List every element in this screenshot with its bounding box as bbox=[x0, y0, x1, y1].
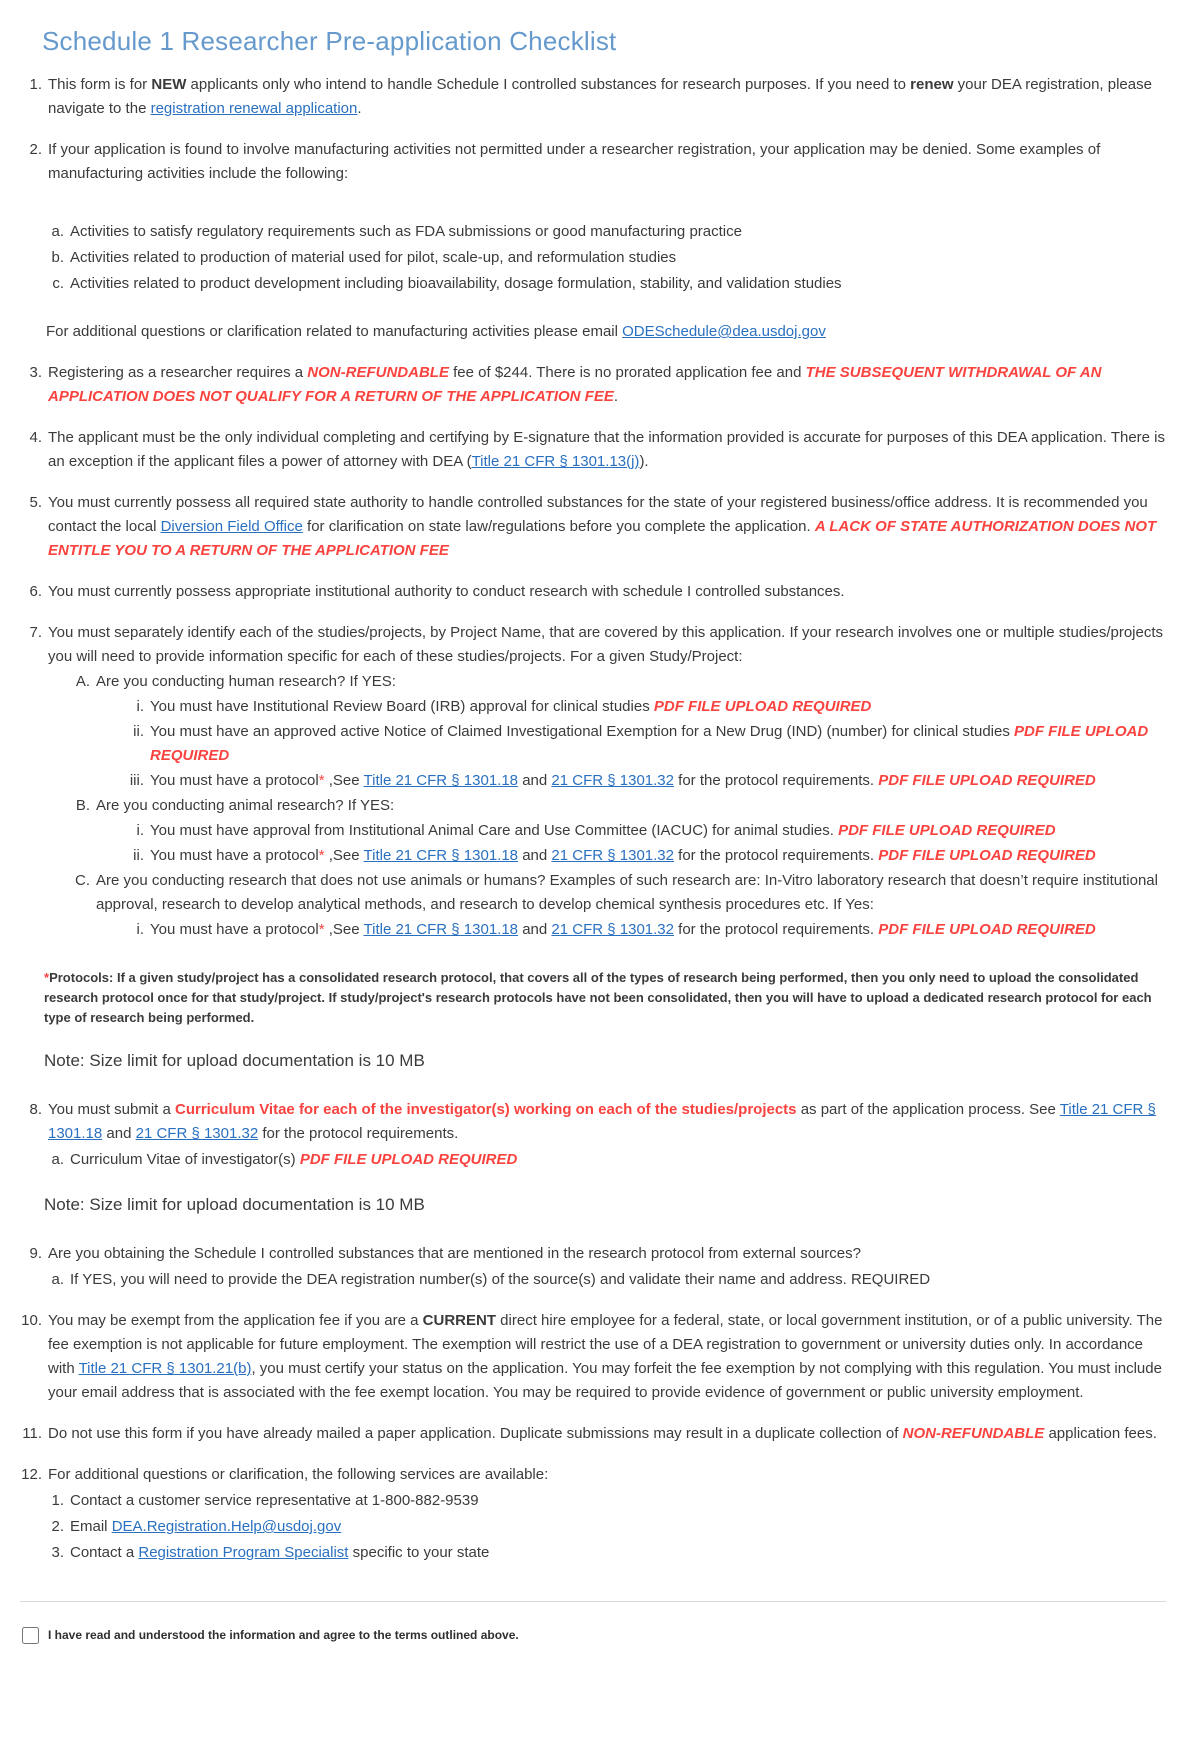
text-run: Do not use this form if you have already mailed a paper application. Duplicate submissions may result in a duplicate collection of bbox=[48, 1425, 903, 1442]
text-run: specific to your state bbox=[348, 1544, 490, 1561]
agreement-label: I have read and understood the information and agree to the terms outlined above. bbox=[48, 1628, 519, 1642]
checklist-item bbox=[20, 1098, 1166, 1146]
item-text bbox=[48, 73, 1166, 121]
cfr-1301-13j-link[interactable]: Title 21 CFR § 1301.13(j) bbox=[471, 453, 640, 470]
item-text bbox=[48, 491, 1166, 563]
text-run: Contact a customer service representative at 1-800-882-9539 bbox=[70, 1492, 479, 1509]
text-run: Protocols: If a given study/project has a consolidated research protocol, that covers all of the types of research being performed, then you only need to upload the consolidated research protocol once for that study/project. If study/project's research protocols have not been consolidated, then you will have to upload a dedicated research protocol for each type of research being performed. bbox=[44, 970, 1152, 1025]
list-marker: 7. bbox=[29, 624, 42, 641]
text-run: fee of $244. There is no prorated application fee and bbox=[448, 364, 806, 381]
text-run: . bbox=[613, 388, 619, 405]
text-run: This form is for bbox=[48, 76, 152, 93]
list-marker: 5. bbox=[29, 494, 42, 511]
text-run: Are you conducting human research? If YES: bbox=[96, 673, 396, 690]
list-marker: 10. bbox=[21, 1312, 42, 1329]
list-marker: ii. bbox=[133, 723, 144, 740]
text-run: as part of the application process. See bbox=[796, 1101, 1060, 1118]
cfr-1301-32-link[interactable]: 21 CFR § 1301.32 bbox=[551, 772, 674, 789]
text-run: For additional questions or clarification related to manufacturing activities please email bbox=[46, 323, 623, 340]
cfr-1301-32-link[interactable]: 21 CFR § 1301.32 bbox=[135, 1125, 259, 1142]
paragraph bbox=[46, 320, 1166, 344]
text-run: You must have Institutional Review Board (IRB) approval for clinical studies bbox=[150, 698, 654, 715]
text-run: applicants only who intend to handle Schedule I controlled substances for research purposes. If you need to bbox=[186, 76, 911, 93]
text-run: . bbox=[357, 100, 362, 117]
text-run: Curriculum Vitae for each of the investigator(s) working on each of the studies/projects bbox=[175, 1101, 797, 1118]
item-text bbox=[150, 844, 1166, 868]
text-run: Are you conducting research that does not use animals or humans? Examples of such research are: In-Vitro laboratory research that doesn’t require institutional approval, research to develop analytical methods, and research to develop chemical synthesis procedures etc. If Yes: bbox=[96, 872, 1158, 913]
text-run: NON-REFUNDABLE bbox=[307, 364, 449, 381]
item-text bbox=[48, 1098, 1166, 1146]
agreement-row bbox=[22, 1626, 1166, 1644]
checklist-item bbox=[20, 73, 1166, 121]
list-marker: A. bbox=[75, 673, 90, 690]
list-marker: 6. bbox=[29, 583, 42, 600]
text-run: PDF FILE UPLOAD REQUIRED bbox=[150, 723, 1149, 764]
item-text bbox=[48, 621, 1166, 669]
list-marker: C. bbox=[75, 872, 90, 889]
text-run: Are you conducting animal research? If YES: bbox=[96, 797, 395, 814]
list-marker: 2. bbox=[51, 1518, 64, 1535]
checklist-subitem bbox=[20, 1541, 1166, 1565]
text-run: If your application is found to involve manufacturing activities not permitted under a researcher registration, your application may be denied. Some examples of manufacturing activities include the following: bbox=[48, 141, 1101, 182]
checklist-subitem bbox=[20, 794, 1166, 818]
text-run: * bbox=[318, 921, 325, 938]
cfr-1301-18-link[interactable]: Title 21 CFR § 1301.18 bbox=[363, 921, 519, 938]
text-run: * bbox=[44, 970, 50, 985]
diversion-field-office-link[interactable]: Diversion Field Office bbox=[160, 518, 303, 535]
text-run: PDF FILE UPLOAD REQUIRED bbox=[299, 1151, 518, 1168]
text-run: PDF FILE UPLOAD REQUIRED bbox=[878, 772, 1096, 789]
list-marker: 9. bbox=[29, 1245, 42, 1262]
text-run: The applicant must be the only individual completing and certifying by E-signature that the information provided is accurate for purposes of this DEA application. There is an exception if the applicant files a power of attorney with DEA ( bbox=[48, 429, 1166, 470]
item-text bbox=[48, 138, 1166, 186]
item-text bbox=[150, 918, 1166, 942]
text-run: Contact a bbox=[70, 1544, 139, 1561]
text-run: * bbox=[318, 847, 325, 864]
registration-program-specialist-link[interactable]: Registration Program Specialist bbox=[138, 1544, 349, 1561]
text-run: ,See bbox=[324, 772, 364, 789]
text-run: Note: Size limit for upload documentation is 10 MB bbox=[44, 1051, 425, 1070]
text-run: Curriculum Vitae of investigator(s) bbox=[70, 1151, 300, 1168]
dea-registration-help-email-link[interactable]: DEA.Registration.Help@usdoj.gov bbox=[111, 1518, 342, 1535]
checklist-subitem bbox=[20, 695, 1166, 719]
footnote bbox=[44, 968, 1166, 1028]
item-text bbox=[48, 580, 1166, 604]
text-run: You must currently possess all required state authority to handle controlled substances for the state of your registered business/office address. It is recommended you contact the local bbox=[48, 494, 1148, 535]
text-run: for the protocol requirements. bbox=[673, 921, 879, 938]
item-text bbox=[70, 1148, 1166, 1172]
checklist-item bbox=[20, 426, 1166, 474]
text-run: ,See bbox=[324, 847, 364, 864]
text-run: Activities related to product development including bioavailability, dosage formulation, stability, and validation studies bbox=[70, 275, 842, 292]
text-run: , you must certify your status on the application. You may forfeit the fee exemption by not complying with this regulation. You must include your email address that is associated with the fee exempt location. You may be required to provide evidence of government or public university employment. bbox=[48, 1360, 1162, 1401]
list-marker: 2. bbox=[29, 141, 42, 158]
checklist-subitem bbox=[20, 720, 1166, 768]
item-text bbox=[70, 272, 1166, 296]
text-run: NON-REFUNDABLE bbox=[902, 1425, 1045, 1442]
checklist-item bbox=[20, 1309, 1166, 1405]
list-marker: iii. bbox=[129, 772, 144, 789]
text-run: Activities related to production of material used for pilot, scale-up, and reformulation studies bbox=[70, 249, 677, 266]
checklist-item bbox=[20, 361, 1166, 409]
text-run: For additional questions or clarification, the following services are available: bbox=[48, 1466, 549, 1483]
item-text bbox=[70, 1541, 1166, 1565]
text-run: You must separately identify each of the studies/projects, by Project Name, that are covered by this application. If your research involves one or multiple studies/projects you will need to provide information specific for each of these studies/projects. For a given Study/Project: bbox=[48, 624, 1164, 665]
item-text bbox=[70, 220, 1166, 244]
cfr-1301-18-link[interactable]: Title 21 CFR § 1301.18 bbox=[48, 1101, 1156, 1142]
item-text bbox=[70, 1489, 1166, 1513]
item-text bbox=[48, 1422, 1166, 1446]
checklist-subitem bbox=[20, 1148, 1166, 1172]
list-marker: B. bbox=[75, 797, 90, 814]
list-marker: a. bbox=[51, 1151, 64, 1168]
text-run: for clarification on state law/regulations before you complete the application. bbox=[302, 518, 815, 535]
text-run: NEW bbox=[151, 76, 187, 93]
checklist-item bbox=[20, 491, 1166, 563]
item-text bbox=[48, 426, 1166, 474]
list-marker: i. bbox=[136, 822, 144, 839]
checklist-subitem bbox=[20, 1515, 1166, 1539]
list-marker: b. bbox=[51, 249, 64, 266]
list-marker: 11. bbox=[22, 1425, 42, 1442]
checklist-item bbox=[20, 1422, 1166, 1446]
text-run: If YES, you will need to provide the DEA registration number(s) of the source(s) and validate their name and address. REQUIRED bbox=[70, 1271, 931, 1288]
text-run: and bbox=[102, 1125, 136, 1142]
section-divider bbox=[20, 1601, 1166, 1602]
text-run: your DEA registration, please navigate to the bbox=[48, 76, 1152, 117]
item-text bbox=[70, 1515, 1166, 1539]
text-run: Email bbox=[70, 1518, 112, 1535]
text-run: application fees. bbox=[1044, 1425, 1157, 1442]
text-run: You must currently possess appropriate institutional authority to conduct research with schedule I controlled substances. bbox=[48, 583, 845, 600]
text-run: You must have a protocol bbox=[150, 772, 319, 789]
list-marker: 1. bbox=[29, 76, 42, 93]
list-marker: 12. bbox=[21, 1466, 42, 1483]
checklist-subitem bbox=[20, 1489, 1166, 1513]
text-run: for the protocol requirements. bbox=[673, 847, 879, 864]
item-text bbox=[44, 1048, 1166, 1074]
checklist-subitem bbox=[20, 869, 1166, 917]
agreement-checkbox[interactable] bbox=[22, 1627, 39, 1644]
cfr-1301-18-link[interactable]: Title 21 CFR § 1301.18 bbox=[363, 772, 519, 789]
registration-renewal-link[interactable]: registration renewal application bbox=[150, 100, 358, 117]
text-run: A LACK OF STATE AUTHORIZATION DOES NOT ENTITLE YOU TO A RETURN OF THE APPLICATION FEE bbox=[48, 518, 1157, 559]
checklist-subitem bbox=[20, 819, 1166, 843]
item-text bbox=[150, 769, 1166, 793]
list-marker: i. bbox=[136, 921, 144, 938]
checklist-subitem bbox=[20, 272, 1166, 296]
item-text bbox=[48, 1463, 1166, 1487]
checklist-subitem bbox=[20, 220, 1166, 244]
item-text bbox=[44, 1192, 1166, 1218]
list-marker: i. bbox=[136, 698, 144, 715]
text-run: PDF FILE UPLOAD REQUIRED bbox=[653, 698, 872, 715]
text-run: direct hire employee for a federal, state, or local government institution, or of a public university. The fee exemption is not applicable for future employment. The exemption will restrict the use of a DEA registration to government or university duties only. In accordance with bbox=[48, 1312, 1163, 1377]
item-text bbox=[48, 1242, 1166, 1266]
item-text bbox=[96, 670, 1166, 694]
text-run: You must have a protocol bbox=[150, 847, 319, 864]
text-run: Activities to satisfy regulatory requirements such as FDA submissions or good manufacturing practice bbox=[70, 223, 742, 240]
list-marker: c. bbox=[52, 275, 64, 292]
text-run: and bbox=[518, 772, 552, 789]
item-text bbox=[46, 320, 1166, 344]
note bbox=[44, 1048, 1166, 1074]
list-marker: a. bbox=[51, 1271, 64, 1288]
item-text bbox=[70, 246, 1166, 270]
cfr-1301-32-link[interactable]: 21 CFR § 1301.32 bbox=[551, 921, 674, 938]
text-run: renew bbox=[910, 76, 954, 93]
text-run: You must submit a bbox=[48, 1101, 176, 1118]
item-text bbox=[96, 869, 1166, 917]
text-run: * bbox=[318, 772, 325, 789]
text-run: PDF FILE UPLOAD REQUIRED bbox=[878, 921, 1096, 938]
cfr-1301-18-link[interactable]: Title 21 CFR § 1301.18 bbox=[363, 847, 519, 864]
note bbox=[44, 1192, 1166, 1218]
text-run: You must have a protocol bbox=[150, 921, 319, 938]
checklist-subitem bbox=[20, 246, 1166, 270]
item-text bbox=[48, 1309, 1166, 1405]
text-run: You may be exempt from the application fee if you are a bbox=[48, 1312, 423, 1329]
list-marker: 3. bbox=[51, 1544, 64, 1561]
list-marker: 3. bbox=[29, 364, 42, 381]
text-run: You must have an approved active Notice of Claimed Investigational Exemption for a New Drug (IND) (number) for clinical studies bbox=[150, 723, 1015, 740]
page-title: Schedule 1 Researcher Pre-application Checklist bbox=[42, 26, 617, 56]
checklist-subitem bbox=[20, 670, 1166, 694]
item-text bbox=[70, 1268, 1166, 1292]
text-run: and bbox=[518, 847, 552, 864]
checklist-item bbox=[20, 1463, 1166, 1487]
text-run: ). bbox=[639, 453, 649, 470]
checklist-item bbox=[20, 138, 1166, 186]
odeschedule-email-link[interactable]: ODESchedule@dea.usdoj.gov bbox=[622, 323, 826, 340]
item-text bbox=[44, 968, 1166, 1028]
cfr-1301-32-link[interactable]: 21 CFR § 1301.32 bbox=[551, 847, 674, 864]
text-run: for the protocol requirements. bbox=[673, 772, 879, 789]
text-run: Registering as a researcher requires a bbox=[48, 364, 308, 381]
item-text bbox=[150, 720, 1166, 768]
checklist-subitem bbox=[20, 844, 1166, 868]
text-run: ,See bbox=[324, 921, 364, 938]
text-run: THE SUBSEQUENT WITHDRAWAL OF AN APPLICATION DOES NOT QUALIFY FOR A RETURN OF THE APPLICATION FEE bbox=[48, 364, 1102, 405]
text-run: CURRENT bbox=[422, 1312, 497, 1329]
checklist-item bbox=[20, 580, 1166, 604]
text-run: for the protocol requirements. bbox=[258, 1125, 459, 1142]
item-text bbox=[48, 361, 1166, 409]
item-text bbox=[150, 695, 1166, 719]
item-text bbox=[96, 794, 1166, 818]
text-run: Are you obtaining the Schedule I controlled substances that are mentioned in the research protocol from external sources? bbox=[48, 1245, 861, 1262]
text-run: and bbox=[518, 921, 552, 938]
checklist-subitem bbox=[20, 769, 1166, 793]
checklist-item bbox=[20, 621, 1166, 669]
checklist bbox=[20, 73, 1166, 1565]
text-run: PDF FILE UPLOAD REQUIRED bbox=[838, 822, 1056, 839]
text-run: PDF FILE UPLOAD REQUIRED bbox=[878, 847, 1096, 864]
list-marker: 4. bbox=[29, 429, 42, 446]
list-marker: a. bbox=[51, 223, 64, 240]
checklist-subitem bbox=[20, 1268, 1166, 1292]
list-marker: 8. bbox=[29, 1101, 42, 1118]
text-run: Note: Size limit for upload documentation is 10 MB bbox=[44, 1195, 425, 1214]
list-marker: 1. bbox=[51, 1492, 64, 1509]
cfr-1301-21b-link[interactable]: Title 21 CFR § 1301.21(b) bbox=[78, 1360, 252, 1377]
item-text bbox=[150, 819, 1166, 843]
text-run: You must have approval from Institutional Animal Care and Use Committee (IACUC) for animal studies. bbox=[150, 822, 839, 839]
checklist-item bbox=[20, 1242, 1166, 1266]
checklist-subitem bbox=[20, 918, 1166, 942]
list-marker: ii. bbox=[133, 847, 144, 864]
